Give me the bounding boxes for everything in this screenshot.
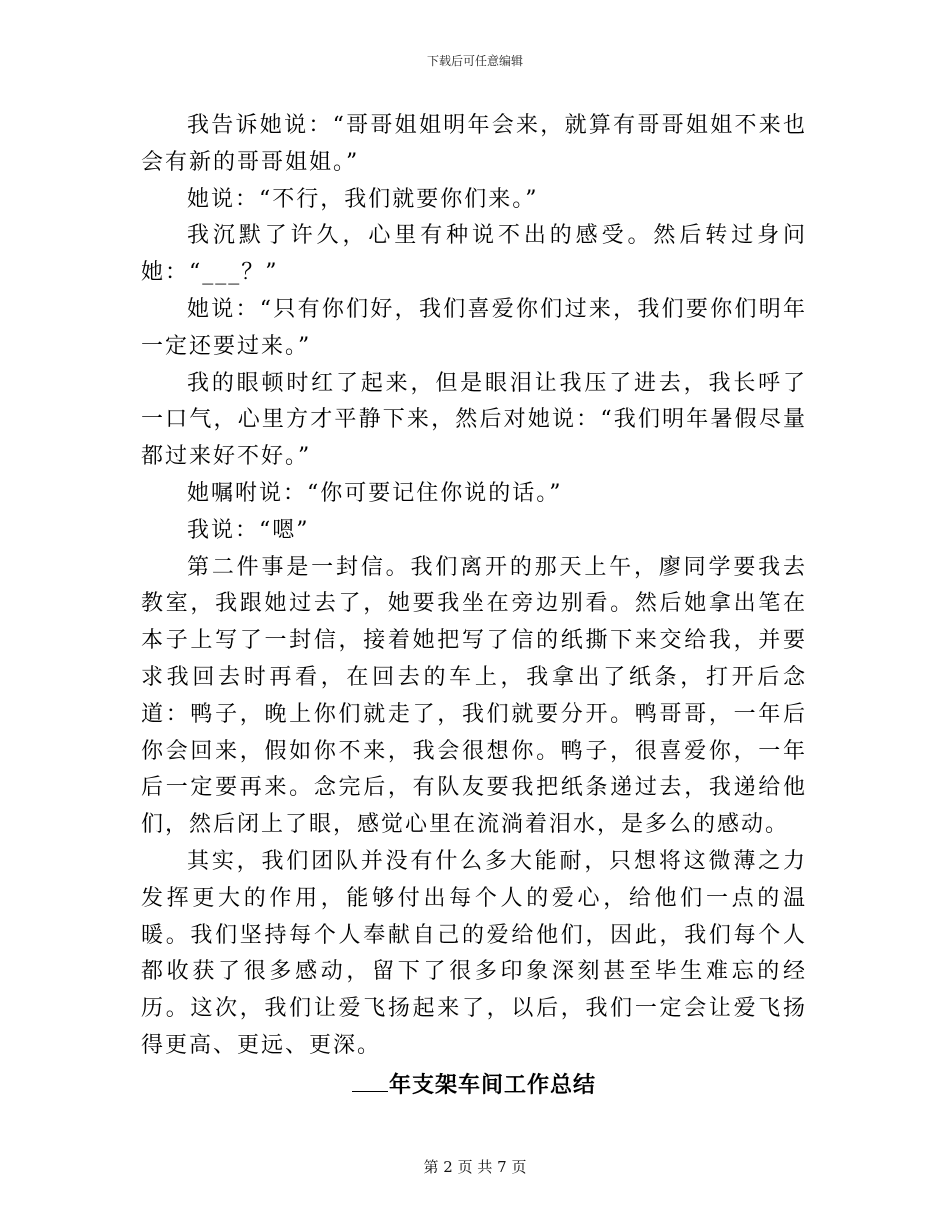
paragraph-1: 我告诉她说：“哥哥姐姐明年会来，就算有哥哥姐姐不来也会有新的哥哥姐姐。” bbox=[141, 113, 807, 175]
heading-blank bbox=[352, 1071, 388, 1092]
page-number: 第 2 页 共 7 页 bbox=[423, 1158, 527, 1176]
section-heading bbox=[141, 1065, 807, 1105]
paragraph-8: 第二件事是一封信。我们离开的那天上午，廖同学要我去教室，我跟她过去了，她要我坐在旁边别看。然后她拿出笔在本子上写了一封信，接着她把写了信的纸撕下来交给我，并要求我回去时再看，在回去的车上，我拿出了纸条，打开后念道：鸭子，晚上你们就走了，我们就要分开。鸭哥哥，一年后你会回来，假如你不来，我会很想你。鸭子，很喜爱你，一年后一定要再来。念完后，有队友要我把纸条递过去，我递给他们，然后闭上了眼，感觉心里在流淌着泪水，是多么的感动。 bbox=[141, 554, 807, 838]
paragraph-6: 她嘱咐说：“你可要记住你说的话。” bbox=[187, 480, 563, 506]
heading-text: 年支架车间工作总结 bbox=[388, 1071, 596, 1098]
document-body bbox=[141, 108, 807, 1105]
paragraph-3: 我沉默了许久，心里有种说不出的感受。然后转过身问她：“___？” bbox=[141, 223, 807, 286]
paragraph-2: 她说：“不行，我们就要你们来。” bbox=[187, 186, 539, 212]
paragraph-9: 其实，我们团队并没有什么多大能耐，只想将这微薄之力发挥更大的作用，能够付出每个人的爱心，给他们一点的温暖。我们坚持每个人奉献自己的爱给他们，因此，我们每个人都收获了很多感动，留下了很多印象深刻甚至毕生难忘的经历。这次，我们让爱飞扬起来了，以后，我们一定会让爱飞扬得更高、更远、更深。 bbox=[141, 848, 807, 1058]
paragraph-5: 我的眼顿时红了起来，但是眼泪让我压了进去，我长呼了一口气，心里方才平静下来，然后对她说：“我们明年暑假尽量都过来好不好。” bbox=[141, 370, 807, 470]
paragraph-7: 我说：“嗯” bbox=[187, 517, 310, 543]
header-note: 下载后可任意编辑 bbox=[426, 54, 523, 68]
paragraph-4: 她说：“只有你们好，我们喜爱你们过来，我们要你们明年一定还要过来。” bbox=[141, 296, 807, 359]
